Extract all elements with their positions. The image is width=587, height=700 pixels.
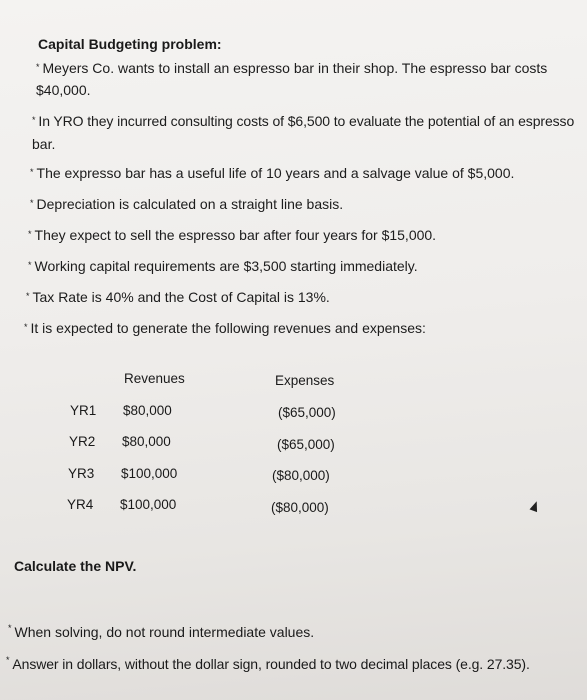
bullet-star: * bbox=[30, 198, 34, 208]
bullet-star: * bbox=[26, 291, 30, 301]
bullet-star: * bbox=[36, 62, 40, 72]
mouse-cursor-icon bbox=[530, 500, 541, 512]
note-item bbox=[8, 624, 314, 640]
note-text: When solving, do not round intermediate values. bbox=[14, 624, 315, 640]
bullet-item bbox=[28, 255, 418, 277]
expenses-header: Expenses bbox=[275, 373, 335, 388]
revenue-cell: $80,000 bbox=[123, 403, 172, 418]
note-text: Answer in dollars, without the dollar sign, rounded to two decimal places (e.g. 27.35). bbox=[12, 656, 530, 672]
bullet-text: It is expected to generate the following revenues and expenses: bbox=[30, 320, 426, 336]
bullet-star: * bbox=[6, 655, 10, 665]
note-item bbox=[6, 656, 530, 672]
bullet-text: Working capital requirements are $3,500 starting immediately. bbox=[34, 258, 418, 274]
bullet-star: * bbox=[30, 167, 34, 177]
revenues-header: Revenues bbox=[124, 371, 185, 386]
question-prompt: Calculate the NPV. bbox=[14, 558, 137, 574]
bullet-star: * bbox=[28, 229, 32, 239]
expense-cell: ($65,000) bbox=[278, 405, 336, 420]
year-cell: YR1 bbox=[70, 403, 97, 418]
expense-cell: ($80,000) bbox=[272, 468, 330, 483]
bullet-star: * bbox=[8, 623, 12, 633]
expense-cell: ($80,000) bbox=[271, 500, 329, 515]
bullet-text: Depreciation is calculated on a straight line basis. bbox=[36, 196, 344, 212]
expense-cell: ($65,000) bbox=[277, 437, 335, 452]
revenue-cell: $100,000 bbox=[121, 466, 178, 481]
year-cell: YR4 bbox=[67, 497, 94, 512]
bullet-item bbox=[30, 162, 514, 184]
revenue-cell: $80,000 bbox=[122, 434, 171, 449]
year-cell: YR3 bbox=[68, 466, 95, 481]
year-cell: YR2 bbox=[69, 434, 96, 449]
bullet-item bbox=[28, 224, 436, 246]
bullet-item bbox=[32, 110, 574, 132]
bullet-text: In YRO they incurred consulting costs of $6,500 to evaluate the potential of an espresso bbox=[38, 113, 575, 129]
bullet-item bbox=[30, 193, 343, 215]
bullet-continuation: $40,000. bbox=[36, 82, 91, 98]
bullet-star: * bbox=[24, 322, 28, 332]
bullet-star: * bbox=[28, 260, 32, 270]
bullet-item bbox=[26, 286, 330, 308]
bullet-text: Tax Rate is 40% and the Cost of Capital is 13%. bbox=[32, 289, 330, 305]
bullet-item bbox=[24, 317, 426, 339]
bullet-text: They expect to sell the espresso bar after four years for $15,000. bbox=[34, 227, 437, 243]
bullet-text: Meyers Co. wants to install an espresso bar in their shop. The espresso bar costs bbox=[42, 60, 548, 76]
bullet-star: * bbox=[32, 115, 36, 125]
problem-title: Capital Budgeting problem: bbox=[38, 36, 222, 52]
bullet-item bbox=[36, 57, 547, 79]
bullet-continuation: bar. bbox=[32, 136, 56, 152]
revenue-cell: $100,000 bbox=[120, 497, 177, 512]
bullet-text: The expresso bar has a useful life of 10 years and a salvage value of $5,000. bbox=[36, 165, 515, 181]
